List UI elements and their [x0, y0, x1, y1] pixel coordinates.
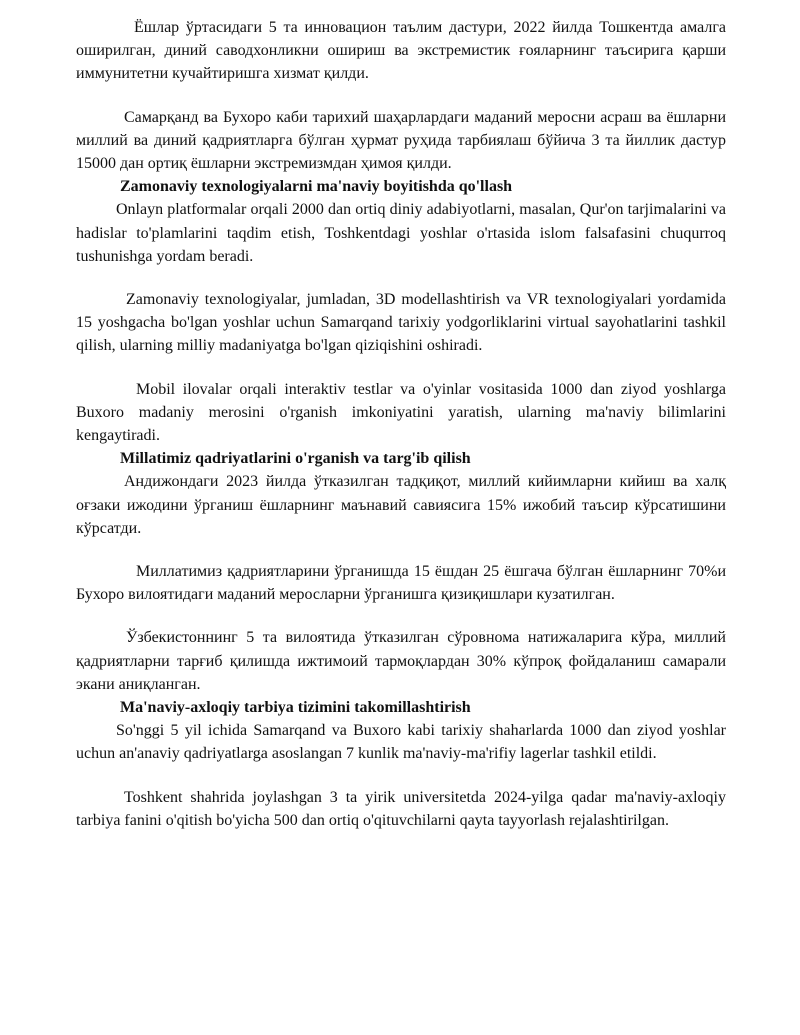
paragraph: Zamonaviy texnologiyalar, jumladan, 3D modellashtirish va VR texnologiyalari yordamida 15 yoshgacha bo'lgan yoshlar uchun Samarqand tarixiy yodgorliklarini virtual sayohatlarini tashkil qilish, ularning milliy madaniyatga bo'lgan qiziqishini oshiradi.: [76, 291, 726, 355]
section-heading: Ma'naviy-axloqiy tarbiya tizimini takomillashtirish: [120, 699, 471, 717]
paragraph: Миллатимиз қадриятларини ўрганишда 15 ёшдан 25 ёшгача бўлган ёшларнинг 70%и Бухоро вилоятидаги маданий меросларни ўрганишга қизиқишлари кузатилган.: [76, 563, 726, 604]
paragraph: So'nggi 5 yil ichida Samarqand va Buxoro kabi tarixiy shaharlarda 1000 dan ziyod yoshlar uchun an'anaviy qadriyatlarga asoslangan 7 kunlik ma'naviy-ma'rifiy lagerlar tashkil etildi.: [76, 722, 726, 763]
paragraph: Андижондаги 2023 йилда ўтказилган тадқиқот, миллий кийимларни кийиш ва халқ оғзаки ижодини ўрганиш ёшларнинг маънавий савиясига 15% ижобий таъсир кўрсатишини кўрсатди.: [76, 473, 726, 537]
section-heading: Zamonaviy texnologiyalarni ma'naviy boyitishda qo'llash: [120, 178, 513, 196]
paragraph: Mobil ilovalar orqali interaktiv testlar va o'yinlar vositasida 1000 dan ziyod yoshlarga Buxoro madaniy merosini o'rganish imkoniyatini yaratish, ularning ma'naviy bilimlarini kengaytiradi.: [76, 380, 726, 445]
paragraph: Ёшлар ўртасидаги 5 та инновацион таълим дастури, 2022 йилда Тошкентда амалга оширилган, диний саводхонликни ошириш ва экстремистик ғояларнинг таъсирига қарши иммунитетни кучайтиришга хизмат қилди.: [76, 19, 726, 83]
paragraph: Ўзбекистоннинг 5 та вилоятида ўтказилган сўровнома натижаларига кўра, миллий қадриятларни тарғиб қилишда ижтимоий тармоқлардан 30% кўпроқ фойдаланиш самарали экани аниқланган.: [76, 629, 726, 693]
document-page: [76, 16, 726, 832]
paragraph: Самарқанд ва Бухоро каби тарихий шаҳарлардаги маданий меросни асраш ва ёшларни миллий ва диний қадриятларга бўлган ҳурмат руҳида тарбиялаш бўйича 3 та йиллик дастур 15000 дан ортиқ ёшларни экстремизмдан ҳимоя қилди.: [76, 108, 726, 173]
paragraph: Onlayn platformalar orqali 2000 dan ortiq diniy adabiyotlarni, masalan, Qur'on tarjimalarini va hadislar to'plamlarini taqdim etish, Toshkentdagi yoshlar o'rtasida islom falsafasini chuqurroq tushunishga yordam beradi.: [76, 201, 726, 265]
paragraph: Toshkent shahrida joylashgan 3 ta yirik universitetda 2024-yilga qadar ma'naviy-axloqiy tarbiya fanini o'qitish bo'yicha 500 dan ortiq o'qituvchilarni qayta tayyorlash rejalashtirilgan.: [76, 788, 726, 829]
section-heading: Millatimiz qadriyatlarini o'rganish va targ'ib qilish: [120, 450, 471, 468]
